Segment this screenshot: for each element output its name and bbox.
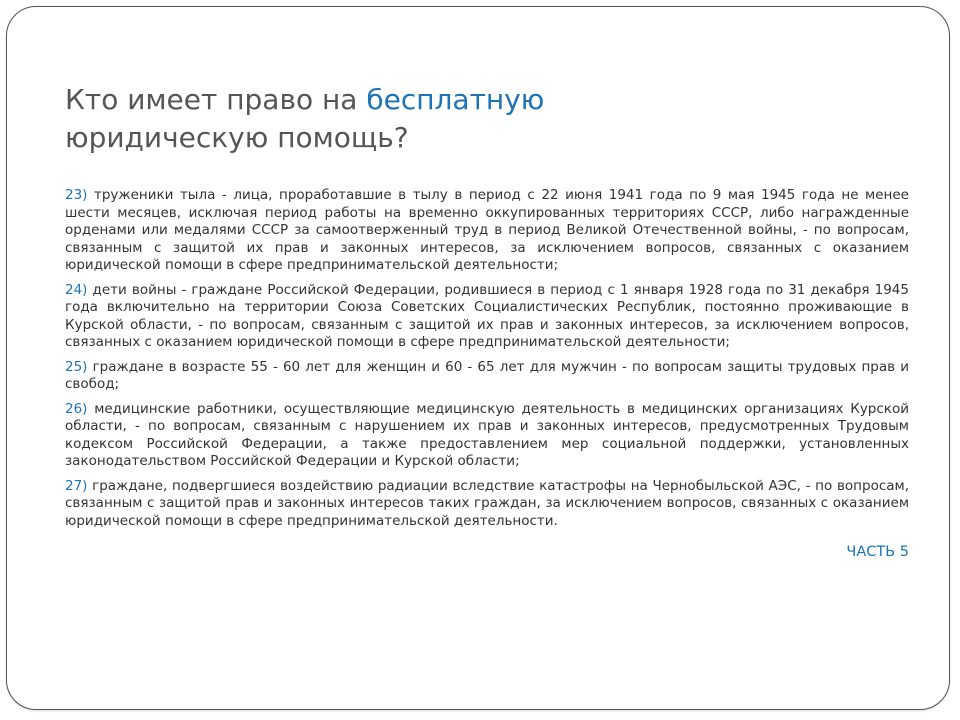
item-number: 26) xyxy=(65,400,88,417)
slide-title xyxy=(65,81,765,157)
item-number: 24) xyxy=(65,281,88,298)
slide-frame xyxy=(6,6,950,710)
item-number: 27) xyxy=(65,477,88,494)
title-prefix: Кто имеет право на xyxy=(65,83,367,116)
part-label: ЧАСТЬ 5 xyxy=(846,544,909,560)
title-accent-word: бесплатную xyxy=(366,83,545,116)
slide-content xyxy=(65,187,909,562)
item-text: дети войны - граждане Российской Федерации, родившиеся в период с 1 января 1928 года по 31 декабря 1945 года включительно на территории Союза Советских Социалистических Республик, постоянно проживающие в Курской области, - по вопросам, связанным с защитой их прав и законных интересов, за исключением вопросов, связанных с оказанием юридической помощи в сфере предпринимательской деятельности; xyxy=(65,281,909,350)
list-item xyxy=(65,478,909,531)
list-item xyxy=(65,282,909,352)
list-item xyxy=(65,401,909,471)
item-text: труженики тыла - лица, проработавшие в тылу в период с 22 июня 1941 года по 9 мая 1945 года не менее шести месяцев, исключая период работы на временно оккупированных территориях СССР, либо награжденные орденами или медалями СССР за самоотверженный труд в период Великой Отечественной войны, - по вопросам, связанным с защитой их прав и законных интересов, за исключением вопросов, связанных с оказанием юридической помощи в сфере предпринимательской деятельности; xyxy=(65,187,909,273)
item-number: 25) xyxy=(65,358,88,375)
item-text: граждане, подвергшиеся воздействию радиации вследствие катастрофы на Чернобыльской АЭС, - по вопросам, связанным с защитой прав и законных интересов таких граждан, за исключением вопросов, связанных с оказанием юридической помощи в сфере предпринимательской деятельности. xyxy=(65,477,909,529)
list-item xyxy=(65,359,909,394)
item-number: 23) xyxy=(65,187,88,203)
item-text: медицинские работники, осуществляющие медицинскую деятельность в медицинских организациях Курской области, - по вопросам, связанным с нарушением их прав и законных интересов, предусмотренных Трудовым кодексом Российской Федерации, а также предоставлением мер социальной поддержки, установленных законодательством Российской Федерации и Курской области; xyxy=(65,400,909,469)
title-line2: юридическую помощь? xyxy=(65,121,409,154)
list-item xyxy=(65,187,909,275)
item-text: граждане в возрасте 55 - 60 лет для женщин и 60 - 65 лет для мужчин - по вопросам защиты трудовых прав и свобод; xyxy=(65,358,909,392)
